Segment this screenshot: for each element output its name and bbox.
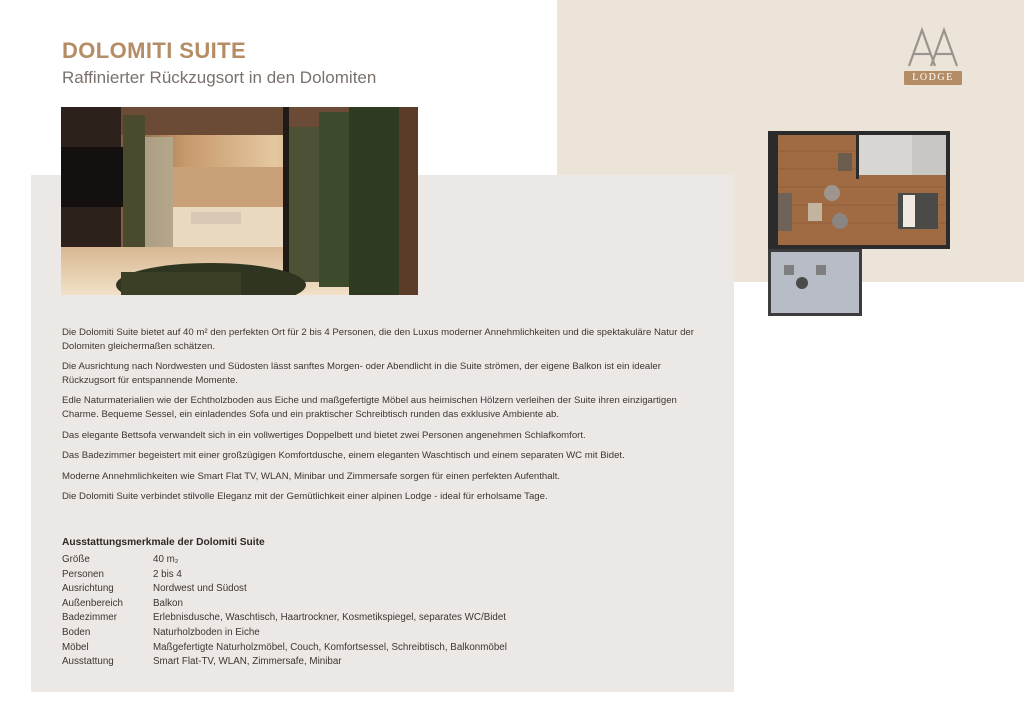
table-row: [62, 642, 507, 657]
feature-value: Naturholzboden in Eiche: [153, 626, 260, 638]
feature-value: 40 m₂: [153, 554, 179, 565]
feature-label: Badezimmer: [62, 612, 117, 624]
feature-value: Smart Flat-TV, WLAN, Zimmersafe, Minibar: [153, 656, 342, 668]
feature-label: Außenbereich: [62, 597, 123, 609]
table-row: [62, 569, 507, 584]
feature-value: 2 bis 4: [153, 568, 182, 580]
logo-label: LODGE: [904, 71, 962, 85]
description: [62, 326, 712, 511]
table-row: [62, 583, 507, 598]
description-paragraph: Die Dolomiti Suite bietet auf 40 m² den perfekten Ort für 2 bis 4 Personen, die den Luxus moderner Annehmlichkeiten und die spektakuläre Natur der Dolomiten gleichermaßen schätzen.: [62, 327, 694, 352]
feature-label: Ausrichtung: [62, 583, 114, 595]
features-section: [62, 537, 702, 671]
description-paragraph: Das Badezimmer begeistert mit einer großzügigen Komfortdusche, einem eleganten Waschtisch und einem separaten WC mit Bidet.: [62, 450, 625, 462]
description-paragraph: Das elegante Bettsofa verwandelt sich in ein vollwertiges Doppelbett und bietet zwei Personen angenehmen Schlafkomfort.: [62, 429, 586, 441]
features-heading: Ausstattungsmerkmale der Dolomiti Suite: [62, 537, 265, 548]
description-paragraph: Moderne Annehmlichkeiten wie Smart Flat TV, WLAN, Minibar und Zimmersafe sorgen für einen perfekten Aufenthalt.: [62, 470, 561, 482]
lodge-logo: [903, 26, 963, 88]
floor-plan: [768, 131, 950, 316]
table-row: [62, 627, 507, 642]
description-paragraph: Die Dolomiti Suite verbindet stilvolle Eleganz mit der Gemütlichkeit einer alpinen Lodge - ideal für erholsame Tage.: [62, 491, 548, 503]
feature-label: Möbel: [62, 641, 89, 653]
description-paragraph: Edle Naturmaterialien wie der Echtholzboden aus Eiche und maßgefertigte Möbel aus heimischen Hölzern verleihen der Suite ihren einzigartigen Charme. Bequeme Sessel, ein einladendes Sofa und ein praktischer Schreibtisch runden das exklusive Ambiente ab.: [62, 395, 677, 420]
feature-value: Erlebnisdusche, Waschtisch, Haartrockner, Kosmetikspiegel, separates WC/Bidet: [153, 612, 507, 624]
feature-label: Personen: [62, 568, 104, 580]
feature-value: Maßgefertigte Naturholzmöbel, Couch, Komfortsessel, Schreibtisch, Balkonmöbel: [153, 641, 507, 653]
feature-label: Größe: [62, 554, 90, 565]
feature-label: Boden: [62, 626, 91, 638]
page-title: DOLOMITI SUITE: [62, 38, 247, 63]
monogram-icon: [903, 26, 963, 70]
table-row: [62, 612, 507, 627]
description-paragraph: Die Ausrichtung nach Nordwesten und Südosten lässt sanftes Morgen- oder Abendlicht in die Suite strömen, der eigene Balkon ist ein idealer Rückzugsort für entspannende Momente.: [62, 361, 661, 386]
feature-label: Ausstattung: [62, 656, 114, 668]
page-subtitle: Raffinierter Rückzugsort in den Dolomiten: [62, 68, 377, 87]
features-table: [62, 554, 507, 671]
feature-value: Nordwest und Südost: [153, 583, 247, 595]
table-row: [62, 656, 507, 671]
table-row: [62, 598, 507, 613]
suite-interior-photo: [61, 107, 418, 295]
table-row: [62, 554, 507, 569]
feature-value: Balkon: [153, 597, 183, 609]
